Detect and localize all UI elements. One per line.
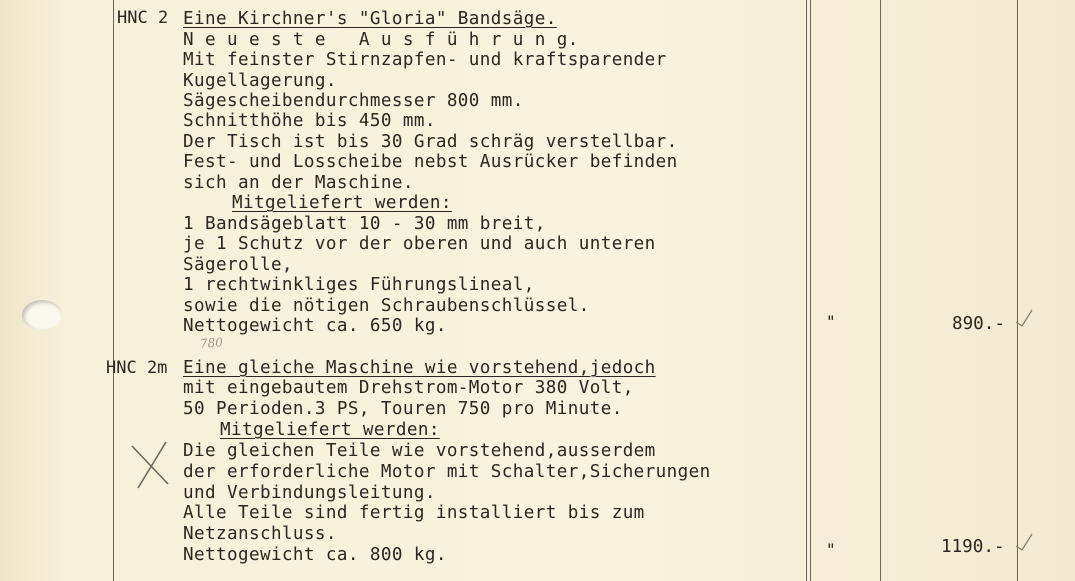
- item1-line: sich an der Maschine.: [183, 173, 414, 193]
- item1-price: 890.-: [952, 314, 1005, 334]
- item1-line: sowie die nötigen Schraubenschlüssel.: [183, 296, 590, 316]
- item1-line: Schnitthöhe bis 450 mm.: [183, 111, 436, 131]
- item2-line: Alle Teile sind fertig installiert bis zum: [183, 503, 645, 523]
- item1-line: Sägerolle,: [183, 255, 293, 275]
- item1-title: Eine Kirchner's "Gloria" Bandsäge.: [183, 9, 557, 29]
- item2-line: und Verbindungsleitung.: [183, 483, 436, 503]
- item1-line: Der Tisch ist bis 30 Grad schräg verstellbar.: [183, 132, 678, 152]
- item2-line: Die gleichen Teile wie vorstehend,ausserdem: [183, 441, 656, 461]
- item2-title: Eine gleiche Maschine wie vorstehend,jedoch: [183, 358, 656, 378]
- item1-line: je 1 Schutz vor der oberen und auch unteren: [183, 234, 656, 254]
- column-rule-price-left: [880, 0, 881, 581]
- item1-code: HNC 2: [117, 8, 169, 28]
- item2-line: Netzanschluss.: [183, 524, 337, 544]
- item2-price: 1190.-: [941, 537, 1005, 557]
- punch-hole: [22, 300, 62, 330]
- item1-line: N e u e s t e A u s f ü h r u n g.: [183, 30, 579, 50]
- item1-line: Mit feinster Stirnzapfen- und kraftsparender: [183, 50, 667, 70]
- item2-line: mit eingebautem Drehstrom-Motor 380 Volt,: [183, 378, 634, 398]
- item1-subheading: Mitgeliefert werden:: [232, 193, 452, 213]
- checkmark-icon: [1012, 532, 1036, 554]
- item2-ditto-mark: ": [826, 540, 836, 559]
- checkmark-icon: [1012, 308, 1036, 330]
- item2-subheading: Mitgeliefert werden:: [220, 420, 440, 440]
- item1-line: Sägescheibendurchmesser 800 mm.: [183, 91, 524, 111]
- item1-line: Nettogewicht ca. 650 kg.: [183, 316, 447, 336]
- pencil-cross-mark-icon: [126, 438, 174, 492]
- item2-line: Nettogewicht ca. 800 kg.: [183, 545, 447, 565]
- item1-ditto-mark: ": [826, 312, 836, 331]
- item2-code: HNC 2m: [106, 358, 168, 378]
- pencil-note: 780: [199, 335, 224, 351]
- item2-line: der erforderliche Motor mit Schalter,Sicherungen: [183, 462, 711, 482]
- column-rule-unit: [806, 0, 811, 581]
- item1-line: 1 Bandsägeblatt 10 - 30 mm breit,: [183, 214, 546, 234]
- item2-line: 50 Perioden.3 PS, Touren 750 pro Minute.: [183, 399, 623, 419]
- column-rule-price-right: [1017, 0, 1018, 581]
- item1-line: 1 rechtwinkliges Führungslineal,: [183, 275, 535, 295]
- item1-line: Kugellagerung.: [183, 71, 337, 91]
- item1-line: Fest- und Losscheibe nebst Ausrücker befinden: [183, 152, 678, 172]
- margin-rule: [113, 0, 114, 581]
